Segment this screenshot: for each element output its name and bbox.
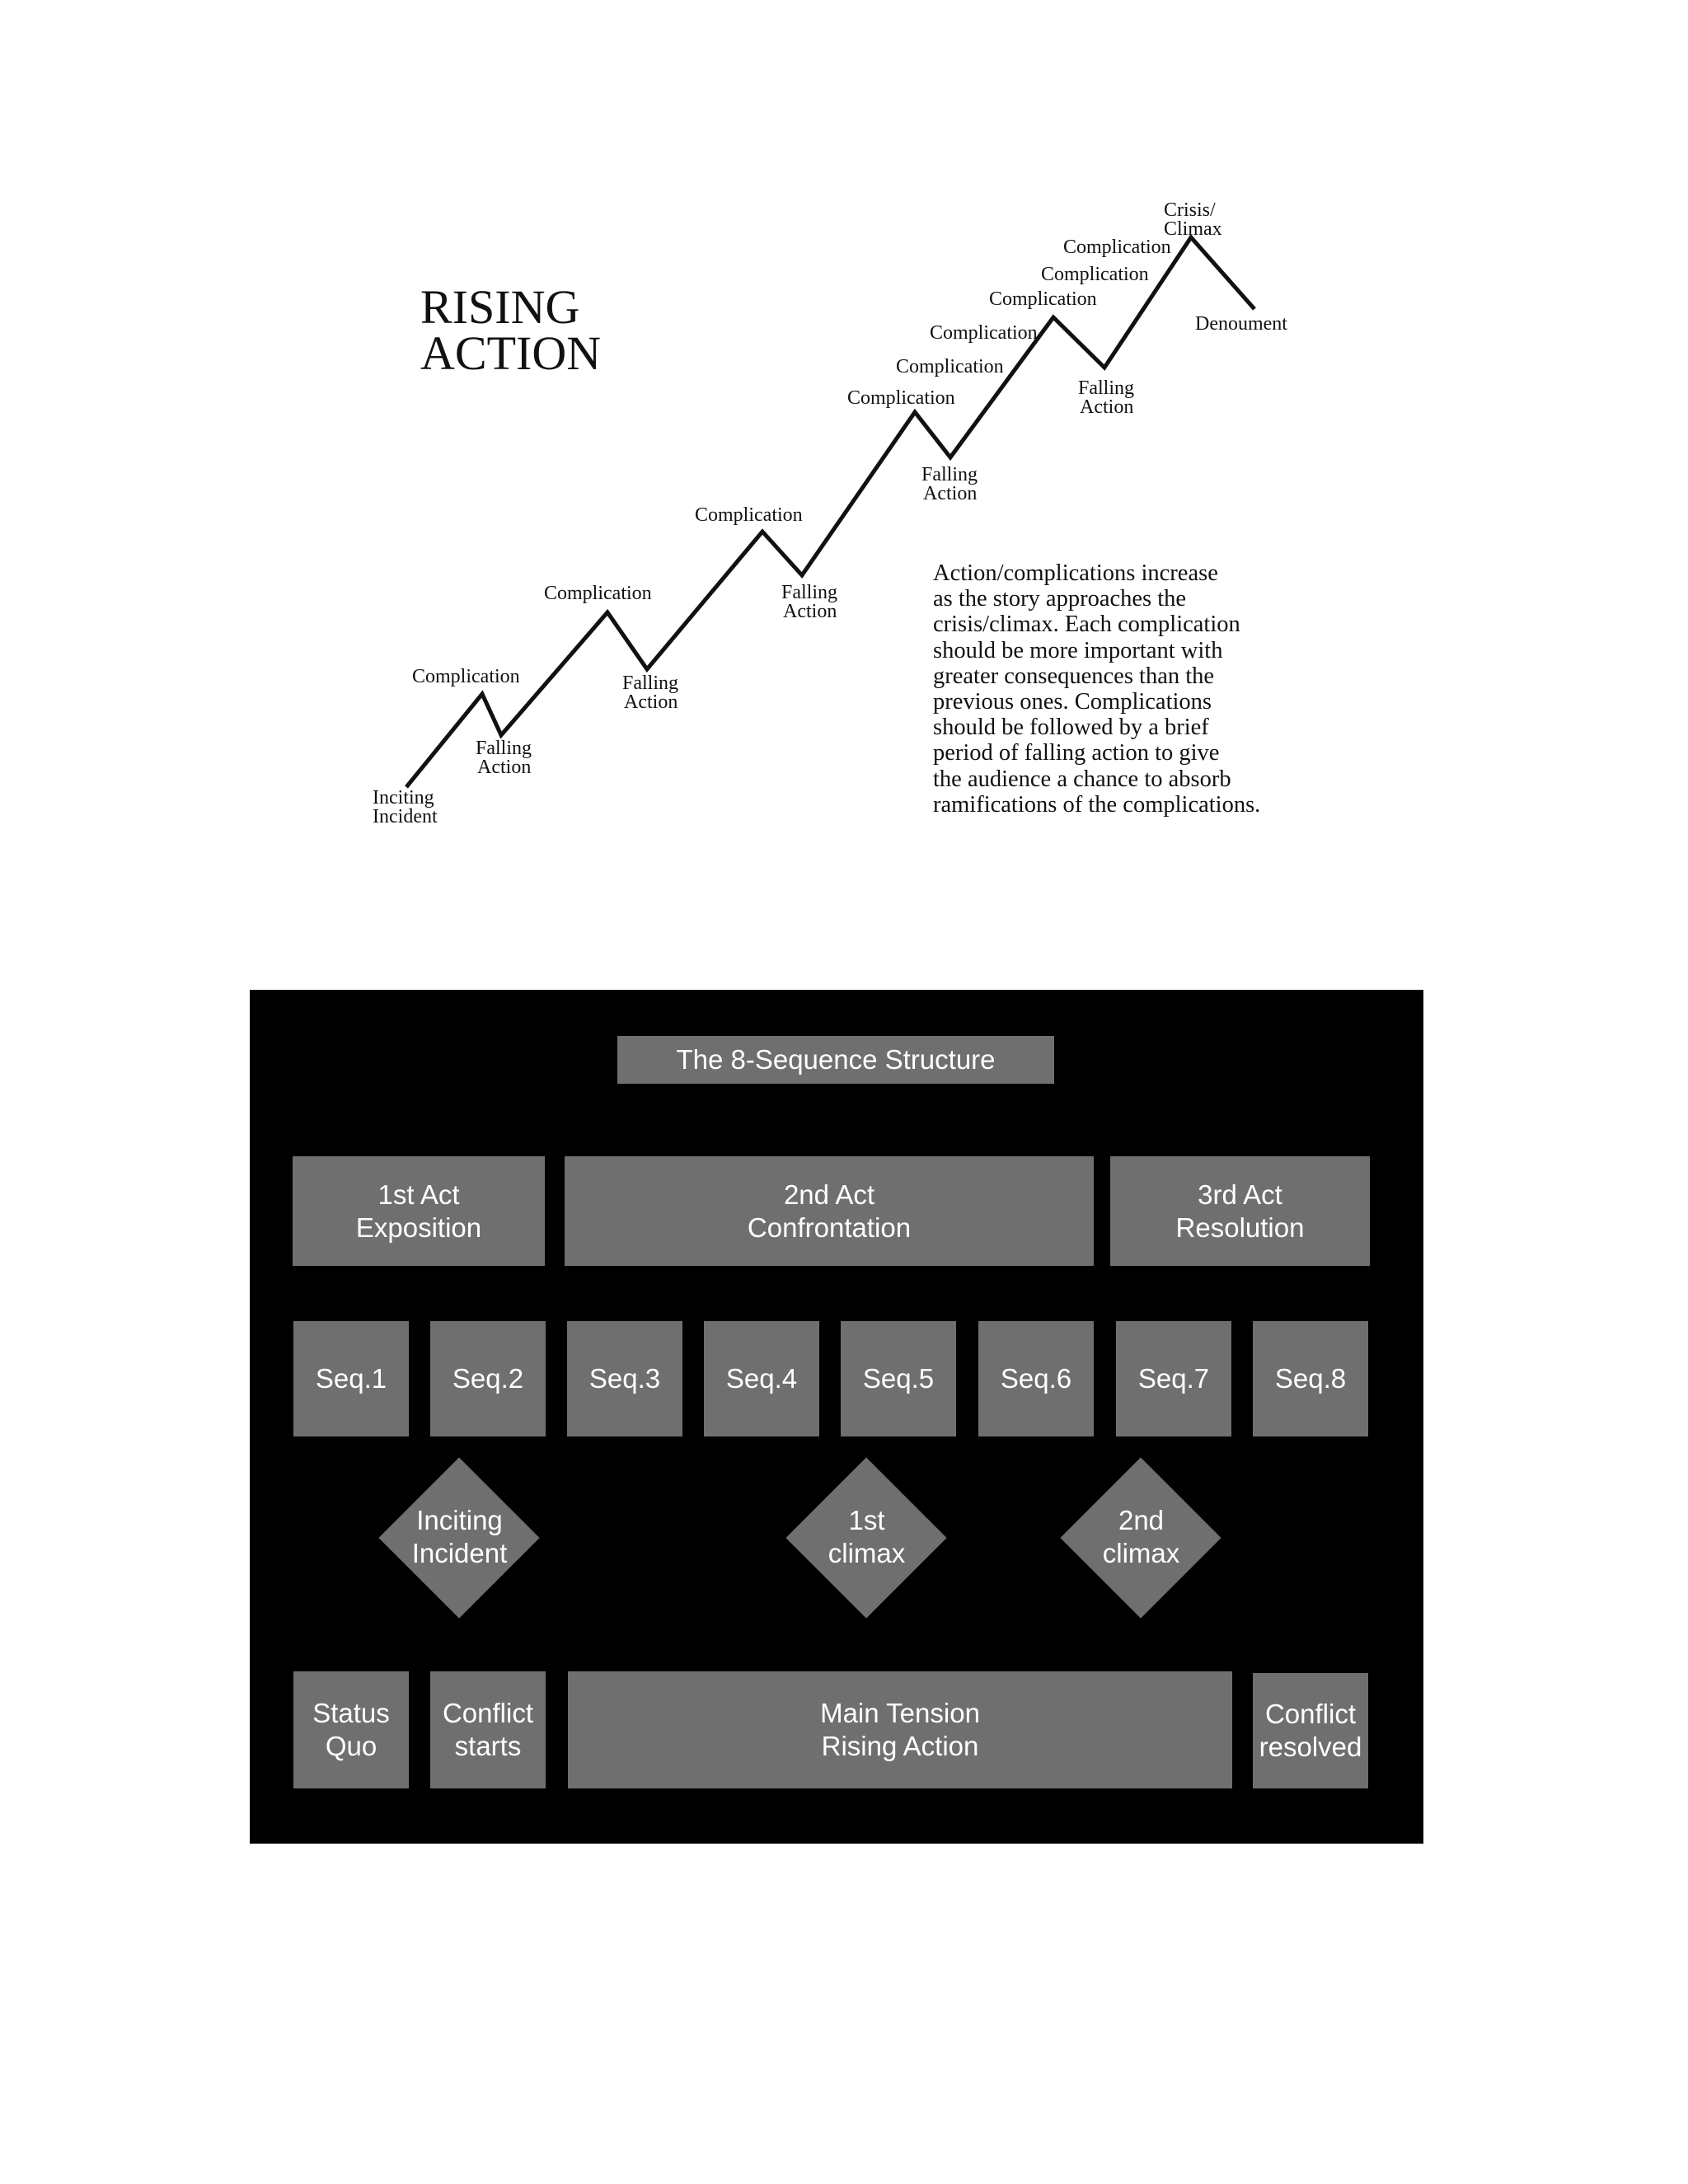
- label-complication-4: Complication: [847, 387, 955, 409]
- note-line: crisis/climax. Each complication: [933, 612, 1240, 638]
- note-line: the audience a chance to absorb: [933, 766, 1231, 792]
- conflict-resolved-line-1: Conflict: [1264, 1699, 1357, 1729]
- note-line: period of falling action to give: [933, 740, 1220, 766]
- label-complication-8: Complication: [1041, 264, 1149, 285]
- label-falling-action-4b: Action: [923, 483, 978, 504]
- title-line-1: RISING: [420, 280, 580, 334]
- conflict-starts-box: [430, 1671, 546, 1788]
- conflict-starts-line-2: starts: [454, 1731, 522, 1761]
- seq-2-box: [430, 1321, 546, 1436]
- label-falling-action-4a: Falling: [921, 464, 978, 485]
- main-tension-line-1: Main Tension: [820, 1698, 980, 1728]
- seq-7-label: Seq.7: [1137, 1363, 1210, 1394]
- act-1-line-1: 1st Act: [377, 1179, 460, 1210]
- label-falling-action-5a: Falling: [1078, 377, 1135, 399]
- rising-action-diagram: [0, 0, 1688, 865]
- label-complication-3: Complication: [695, 504, 803, 526]
- act-2-box: [565, 1156, 1094, 1266]
- label-falling-action-3a: Falling: [781, 582, 838, 603]
- label-falling-action-1b: Action: [477, 757, 532, 778]
- act-2-line-1: 2nd Act: [783, 1179, 875, 1210]
- second-climax-line-1: 2nd: [1118, 1505, 1165, 1535]
- main-tension-line-2: Rising Action: [821, 1731, 979, 1761]
- structure-title: [617, 1036, 1054, 1084]
- act-1-box: [293, 1156, 545, 1266]
- label-inciting-incident-1: Inciting: [373, 787, 434, 808]
- note-line: previous ones. Complications: [933, 689, 1212, 715]
- note-line: should be followed by a brief: [933, 715, 1209, 741]
- status-quo-line-2: Quo: [325, 1731, 377, 1761]
- seq-3-box: [567, 1321, 682, 1436]
- seq-7-box: [1116, 1321, 1231, 1436]
- conflict-resolved-box: [1253, 1673, 1368, 1788]
- act-3-line-1: 3rd Act: [1198, 1179, 1282, 1210]
- second-climax-label: [1061, 1504, 1221, 1570]
- seq-5-label: Seq.5: [862, 1363, 935, 1394]
- seq-8-label: Seq.8: [1274, 1363, 1347, 1394]
- label-complication-5: Complication: [896, 356, 1004, 377]
- seq-6-box: [978, 1321, 1094, 1436]
- eight-sequence-panel: [250, 990, 1423, 1844]
- conflict-resolved-line-2: resolved: [1259, 1732, 1362, 1762]
- act-3-line-2: Resolution: [1175, 1212, 1305, 1243]
- label-complication-6: Complication: [930, 322, 1038, 344]
- seq-4-box: [704, 1321, 819, 1436]
- status-quo-box: [293, 1671, 409, 1788]
- first-climax-label: [786, 1504, 947, 1570]
- label-crisis-climax-2: Climax: [1164, 218, 1222, 240]
- seq-3-label: Seq.3: [588, 1363, 661, 1394]
- main-tension-box: [568, 1671, 1232, 1788]
- act-3-box: [1110, 1156, 1370, 1266]
- first-climax-line-1: 1st: [848, 1505, 885, 1535]
- seq-5-box: [841, 1321, 956, 1436]
- note-line: ramifications of the complications.: [933, 791, 1261, 818]
- label-complication-1: Complication: [412, 666, 520, 687]
- seq-2-label: Seq.2: [452, 1363, 524, 1394]
- seq-6-label: Seq.6: [1000, 1363, 1072, 1394]
- label-crisis-climax-1: Crisis/: [1164, 199, 1216, 221]
- structure-title-text: The 8-Sequence Structure: [676, 1044, 996, 1075]
- label-complication-7: Complication: [989, 288, 1097, 310]
- seq-1-label: Seq.1: [315, 1363, 387, 1394]
- label-falling-action-3b: Action: [783, 601, 837, 622]
- inciting-incident-line-2: Incident: [411, 1538, 508, 1568]
- act-2-line-2: Confrontation: [747, 1212, 912, 1243]
- first-climax-line-2: climax: [828, 1538, 906, 1568]
- inciting-incident-label: [379, 1504, 540, 1570]
- note-line: should be more important with: [933, 637, 1223, 663]
- note-line: greater consequences than the: [933, 663, 1215, 689]
- seq-8-box: [1253, 1321, 1368, 1436]
- label-denoument: Denoument: [1195, 313, 1287, 335]
- label-falling-action-2b: Action: [624, 691, 678, 713]
- status-quo-line-1: Status: [312, 1698, 390, 1728]
- note-line: Action/complications increase: [933, 560, 1218, 586]
- second-climax-line-2: climax: [1102, 1538, 1180, 1568]
- label-falling-action-1a: Falling: [476, 738, 532, 759]
- conflict-starts-line-1: Conflict: [442, 1698, 534, 1728]
- label-complication-9: Complication: [1063, 237, 1171, 258]
- title-line-2: ACTION: [420, 326, 602, 380]
- label-falling-action-2a: Falling: [622, 673, 679, 694]
- label-complication-2: Complication: [544, 583, 652, 604]
- note-line: as the story approaches the: [933, 586, 1187, 612]
- label-inciting-incident-2: Incident: [373, 806, 438, 827]
- seq-1-box: [293, 1321, 409, 1436]
- act-1-line-2: Exposition: [355, 1212, 482, 1243]
- label-falling-action-5b: Action: [1080, 396, 1134, 418]
- rising-action-note: [933, 560, 1312, 818]
- seq-4-label: Seq.4: [725, 1363, 798, 1394]
- inciting-incident-line-1: Inciting: [416, 1505, 503, 1535]
